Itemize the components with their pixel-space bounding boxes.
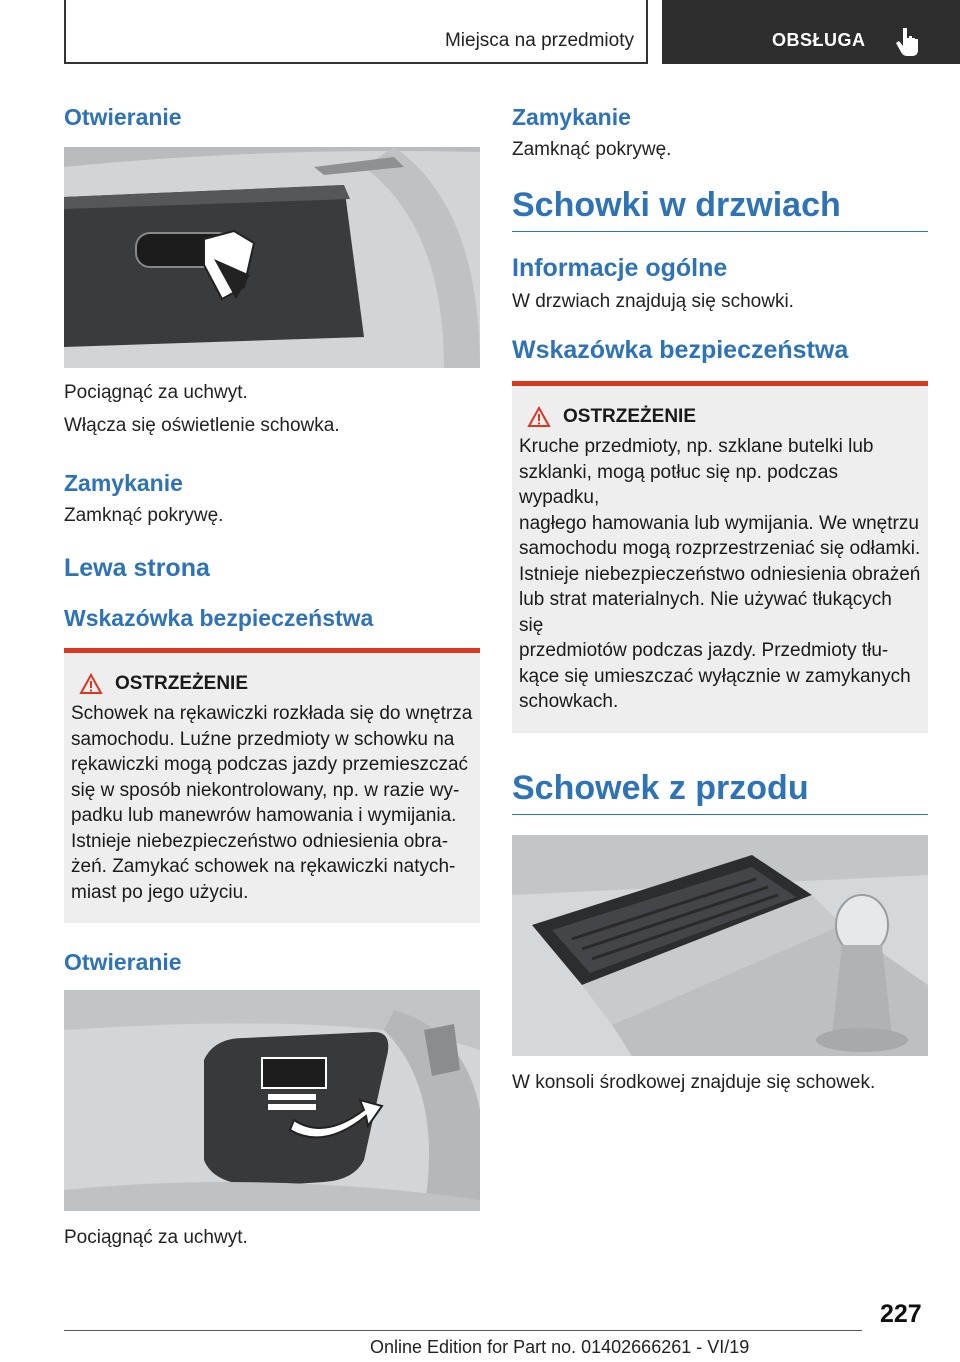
header-chapter-box bbox=[662, 0, 960, 64]
warning-title-row-1 bbox=[79, 673, 473, 695]
warning-1-line: Schowek na rękawiczki rozkłada się do wnętrza bbox=[71, 703, 473, 724]
heading-safety-1: Wskazówka bezpieczeństwa bbox=[64, 605, 374, 631]
warning-2-line: szklanki, mogą potłuc się np. podczas wypadku, bbox=[519, 461, 838, 508]
header-section-box bbox=[64, 0, 648, 64]
photo-glovebox-handle bbox=[64, 147, 480, 368]
warning-2-line: kące się umieszczać wyłącznie w zamykanych bbox=[519, 665, 911, 687]
heading-safety-2: Wskazówka bezpieczeństwa bbox=[512, 336, 849, 364]
heading-close-2: Zamykanie bbox=[512, 104, 631, 130]
warning-1-line: Istnieje niebezpieczeństwo odniesienia obra- bbox=[71, 830, 449, 852]
warning-triangle-icon bbox=[527, 406, 551, 428]
footer-edition: Online Edition for Part no. 01402666261 - VI/19 bbox=[370, 1337, 750, 1357]
footer-divider bbox=[64, 1330, 862, 1331]
heading-open-2: Otwieranie bbox=[64, 949, 182, 975]
warning-2-line: schowkach. bbox=[519, 691, 619, 712]
heading-general-info: Informacje ogólne bbox=[512, 254, 728, 282]
warning-1-line: samochodu. Luźne przedmioty w schowku na bbox=[71, 728, 455, 750]
warning-2-line: nagłego hamowania lub wymijania. We wnętrzu bbox=[519, 512, 919, 534]
text-console-storage: W konsoli środkowej znajduje się schowek. bbox=[512, 1071, 876, 1093]
warning-1-line: miast po jego użyciu. bbox=[71, 881, 249, 903]
text-door-storage: W drzwiach znajdują się schowki. bbox=[512, 291, 794, 312]
warning-1-line: rękawiczki mogą podczas jazdy przemieszczać bbox=[71, 754, 469, 775]
pointing-hand-icon bbox=[894, 26, 924, 56]
page-number: 227 bbox=[880, 1300, 922, 1328]
text-close-lid-2: Zamknąć pokrywę. bbox=[512, 139, 672, 160]
header-chapter-title: OBSŁUGA bbox=[772, 30, 866, 50]
warning-1-line: padku lub manewrów hamowania i wymijania. bbox=[71, 805, 457, 826]
warning-2-line: Kruche przedmioty, np. szklane butelki lub bbox=[519, 436, 874, 457]
warning-1-line: żeń. Zamykać schowek na rękawiczki natych- bbox=[71, 856, 456, 877]
warning-2-line: samochodu mogą rozprzestrzeniać się odłamki. bbox=[519, 538, 921, 559]
heading-close-1: Zamykanie bbox=[64, 470, 183, 496]
warning-1-line: się w sposób niekontrolowany, np. w razie wy- bbox=[71, 779, 460, 801]
heading-front-storage: Schowek z przodu bbox=[512, 769, 928, 815]
warning-2-line: przedmiotów podczas jazdy. Przedmioty tłu- bbox=[519, 640, 889, 661]
warning-text-2 bbox=[519, 434, 921, 715]
text-pull-handle-1: Pociągnąć za uchwyt. bbox=[64, 382, 248, 403]
warning-title-1: OSTRZEŻENIE bbox=[115, 673, 249, 694]
warning-text-1 bbox=[71, 701, 473, 905]
warning-title-2: OSTRZEŻENIE bbox=[563, 406, 697, 427]
heading-left-side: Lewa strona bbox=[64, 554, 210, 582]
heading-open-1: Otwieranie bbox=[64, 104, 182, 130]
warning-title-row-2 bbox=[527, 406, 921, 428]
warning-box-2 bbox=[512, 381, 928, 733]
warning-2-line: Istnieje niebezpieczeństwo odniesienia obrażeń bbox=[519, 563, 921, 585]
left-column bbox=[64, 100, 480, 1250]
text-pull-handle-2: Pociągnąć za uchwyt. bbox=[64, 1227, 248, 1248]
photo-center-console-storage bbox=[512, 835, 928, 1056]
right-column bbox=[512, 100, 928, 1095]
warning-box-1 bbox=[64, 648, 480, 923]
warning-triangle-icon bbox=[79, 673, 103, 695]
heading-door-storage: Schowki w drzwiach bbox=[512, 186, 928, 232]
photo-left-storage-handle bbox=[64, 990, 480, 1211]
text-close-lid-1: Zamknąć pokrywę. bbox=[64, 505, 224, 526]
header-section-title: Miejsca na przedmioty bbox=[444, 30, 634, 51]
warning-2-line: lub strat materialnych. Nie używać tłukących się bbox=[519, 589, 892, 636]
text-light-on: Włącza się oświetlenie schowka. bbox=[64, 415, 340, 436]
